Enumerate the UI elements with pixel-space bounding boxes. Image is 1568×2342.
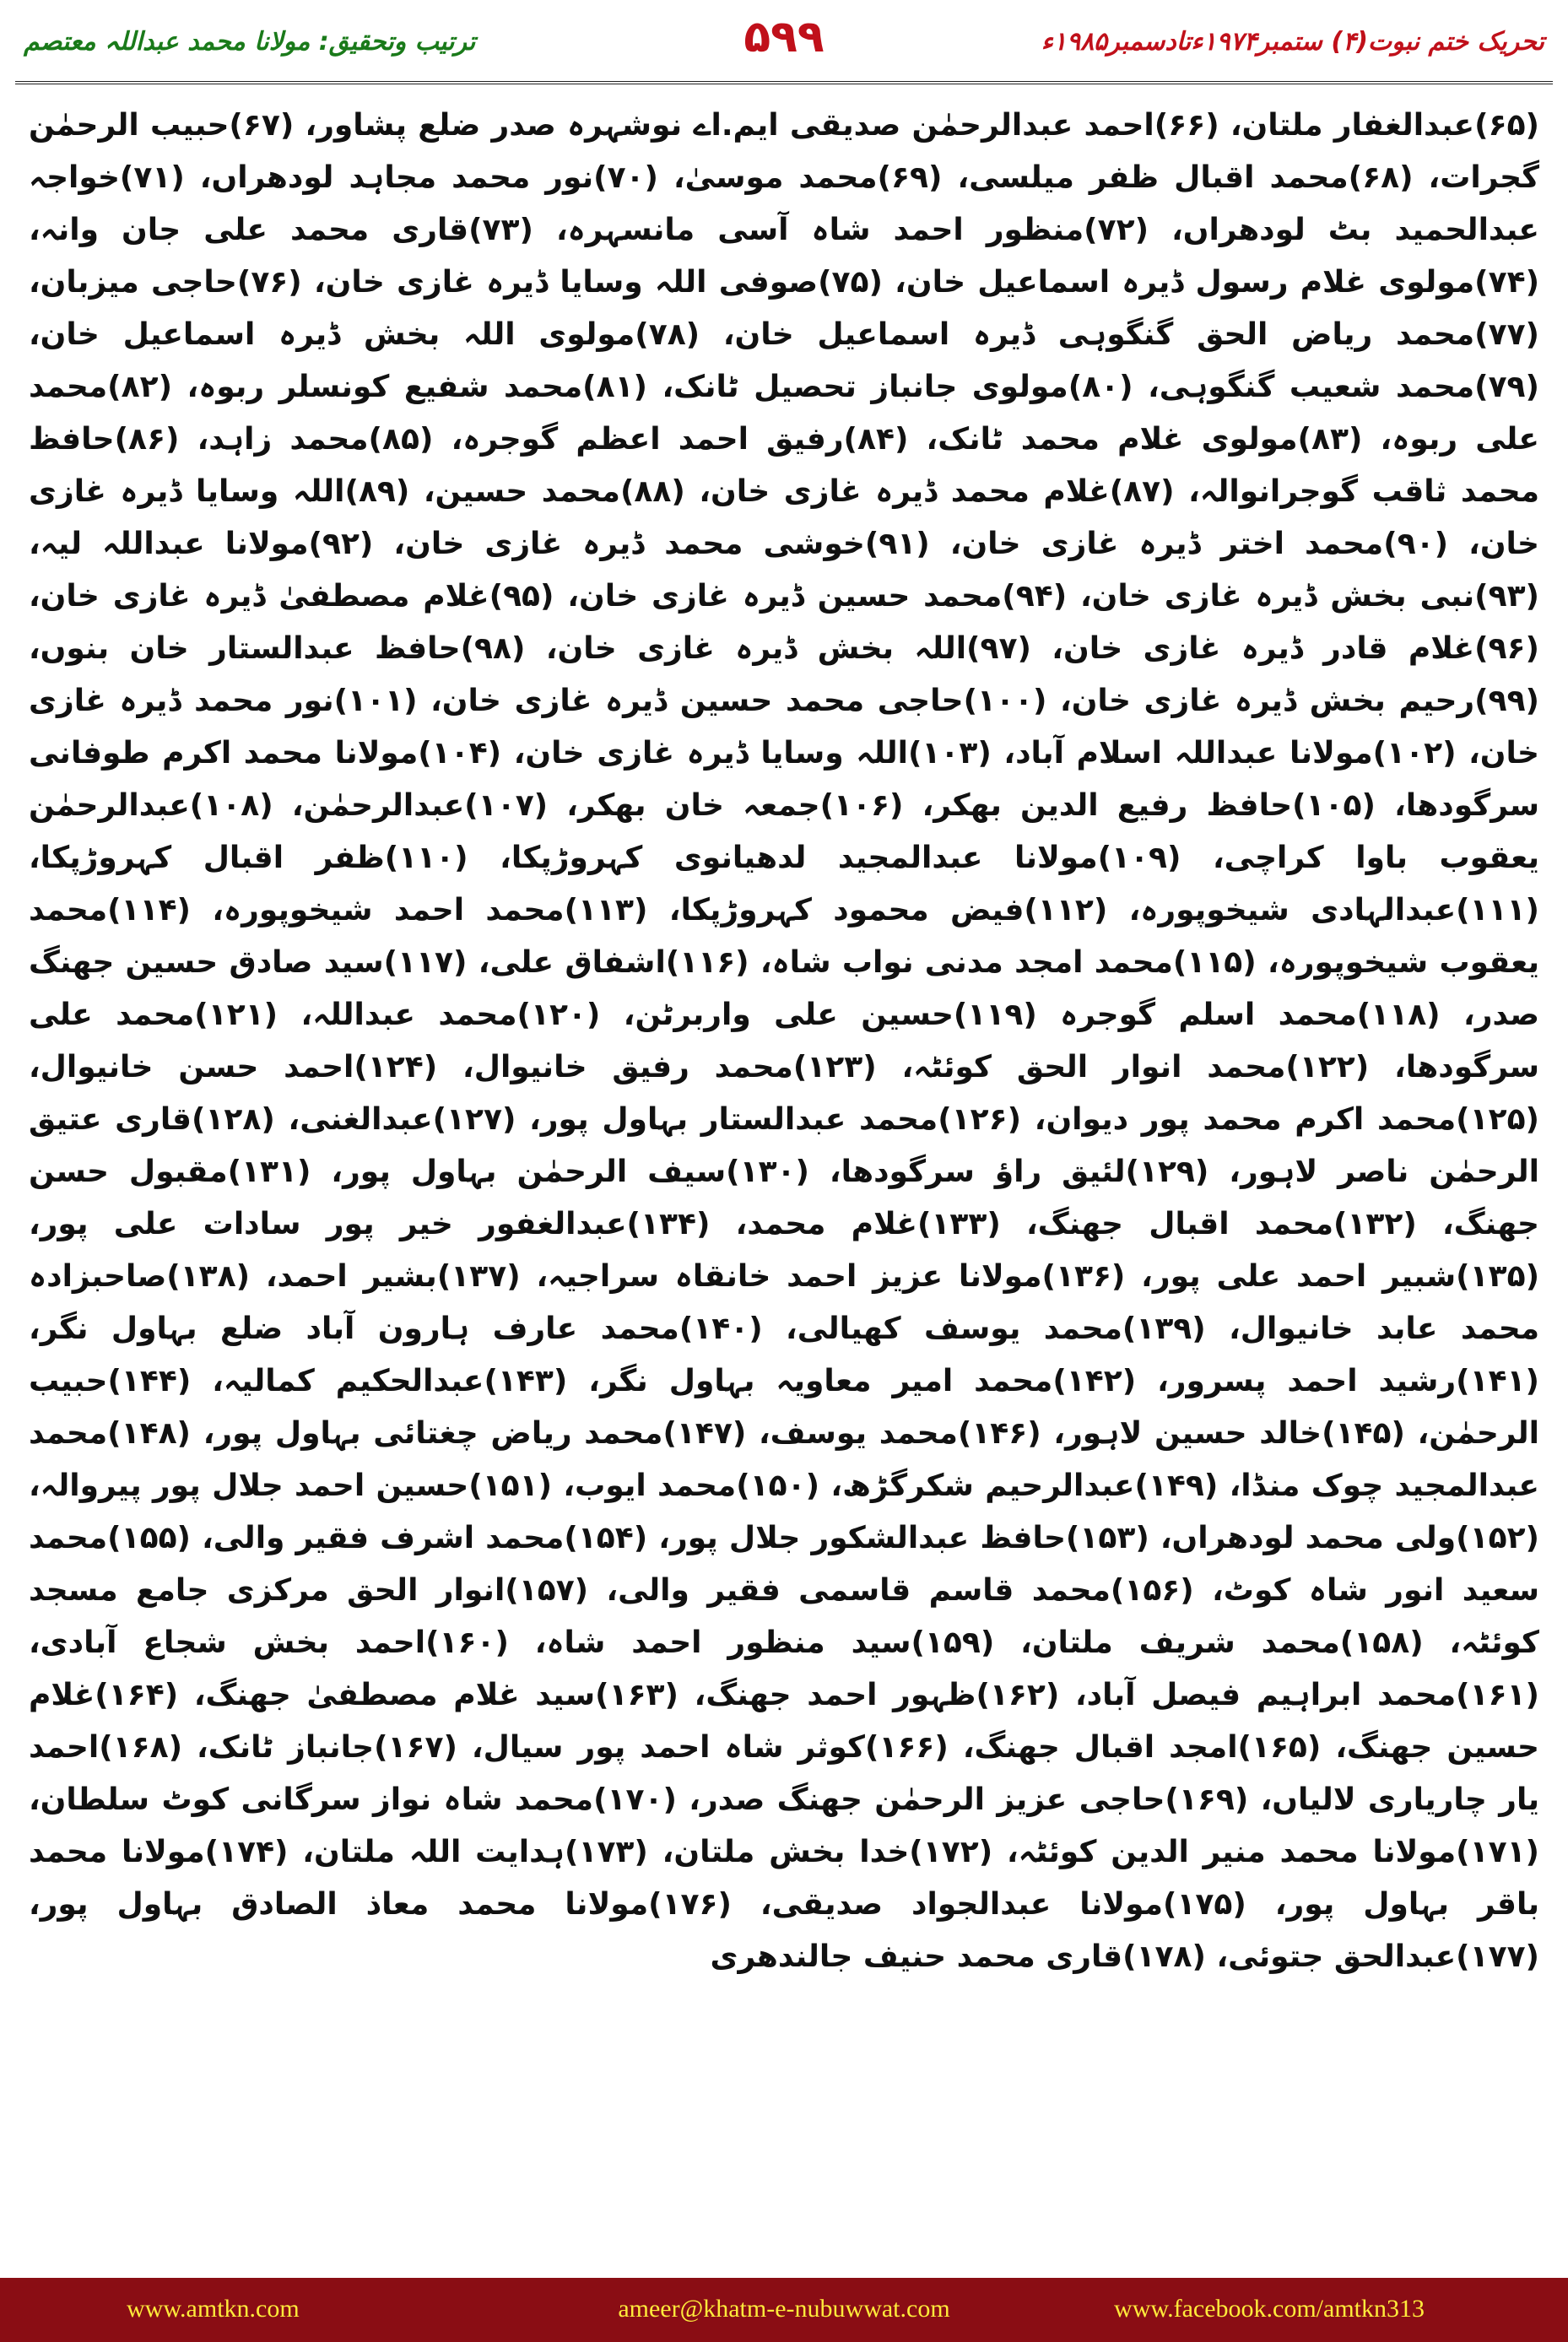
page-number: ۵۹۹	[743, 12, 825, 62]
body-text: (۶۵)عبدالغفار ملتان، (۶۶)احمد عبدالرحمٰن صدیقی ایم.اے نوشہرہ صدر ضلع پشاور، (۶۷)حبیب الرحمٰن گجرات، (۶۸)محمد اقبال ظفر میلسی، (۶۹)محمد موسیٰ، (۷۰)نور محمد مجاہد لودھراں، (۷۱)خواجہ عبدالحمید بٹ لودھراں، (۷۲)منظور احمد شاہ آسی مانسہرہ، (۷۳)قاری محمد علی جان وانہ، (۷۴)مولوی غلام رسول ڈیرہ اسماعیل خان، (۷۵)صوفی اللہ وسایا ڈیرہ غازی خان، (۷۶)حاجی میزبان، (۷۷)محمد ریاض الحق گنگوہی ڈیرہ اسماعیل خان، (۷۸)مولوی اللہ بخش ڈیرہ اسماعیل خان، (۷۹)محمد شعیب گنگوہی، (۸۰)مولوی جانباز تحصیل ٹانک، (۸۱)محمد شفیع کونسلر ربوہ، (۸۲)محمد علی ربوہ، (۸۳)مولوی غلام محمد ٹانک، (۸۴)رفیق احمد اعظم گوجرہ، (۸۵)محمد زاہد، (۸۶)حافظ محمد ثاقب گوجرانوالہ، (۸۷)غلام محمد ڈیرہ غازی خان، (۸۸)محمد حسین، (۸۹)اللہ وسایا ڈیرہ غازی خان، (۹۰)محمد اختر ڈیرہ غازی خان، (۹۱)خوشی محمد ڈیرہ غازی خان، (۹۲)مولانا عبداللہ لیہ، (۹۳)نبی بخش ڈیرہ غازی خان، (۹۴)محمد حسین ڈیرہ غازی خان، (۹۵)غلام مصطفیٰ ڈیرہ غازی خان، (۹۶)غلام قادر ڈیرہ غازی خان، (۹۷)اللہ بخش ڈیرہ غازی خان، (۹۸)حافظ عبدالستار خان بنوں، (۹۹)رحیم بخش ڈیرہ غازی خان، (۱۰۰)حاجی محمد حسین ڈیرہ غازی خان، (۱۰۱)نور محمد ڈیرہ غازی خان، (۱۰۲)مولانا عبداللہ اسلام آباد، (۱۰۳)اللہ وسایا ڈیرہ غازی خان، (۱۰۴)مولانا محمد اکرم طوفانی سرگودھا، (۱۰۵)حافظ رفیع الدین بھکر، (۱۰۶)جمعہ خان بھکر، (۱۰۷)عبدالرحمٰن، (۱۰۸)عبدالرحمٰن یعقوب باوا کراچی، (۱۰۹)مولانا عبدالمجید لدھیانوی کہروڑپکا، (۱۱۰)ظفر اقبال کہروڑپکا، (۱۱۱)عبدالہادی شیخوپورہ، (۱۱۲)فیض محمود کہروڑپکا، (۱۱۳)محمد احمد شیخوپورہ، (۱۱۴)محمد یعقوب شیخوپورہ، (۱۱۵)محمد امجد مدنی نواب شاہ، (۱۱۶)اشفاق علی، (۱۱۷)سید صادق حسین جھنگ صدر، (۱۱۸)محمد اسلم گوجرہ (۱۱۹)حسین علی واربرٹن، (۱۲۰)محمد عبداللہ، (۱۲۱)محمد علی سرگودھا، (۱۲۲)محمد انوار الحق کوئٹہ، (۱۲۳)محمد رفیق خانیوال، (۱۲۴)احمد حسن خانیوال، (۱۲۵)محمد اکرم محمد پور دیوان، (۱۲۶)محمد عبدالستار بہاول پور، (۱۲۷)عبدالغنی، (۱۲۸)قاری عتیق الرحمٰن ناصر لاہور، (۱۲۹)لئیق راؤ سرگودھا، (۱۳۰)سیف الرحمٰن بہاول پور، (۱۳۱)مقبول حسن جھنگ، (۱۳۲)محمد اقبال جھنگ، (۱۳۳)غلام محمد، (۱۳۴)عبدالغفور خیر پور سادات علی پور، (۱۳۵)شبیر احمد علی پور، (۱۳۶)مولانا عزیز احمد خانقاہ سراجیہ، (۱۳۷)بشیر احمد، (۱۳۸)صاحبزادہ محمد عابد خانیوال، (۱۳۹)محمد یوسف کھیالی، (۱۴۰)محمد عارف ہارون آباد ضلع بہاول نگر، (۱۴۱)رشید احمد پسرور، (۱۴۲)محمد امیر معاویہ بہاول نگر، (۱۴۳)عبدالحکیم کمالیہ، (۱۴۴)حبیب الرحمٰن، (۱۴۵)خالد حسین لاہور، (۱۴۶)محمد یوسف، (۱۴۷)محمد ریاض چغتائی بہاول پور، (۱۴۸)محمد عبدالمجید چوک منڈا، (۱۴۹)عبدالرحیم شکرگڑھ، (۱۵۰)محمد ایوب، (۱۵۱)حسین احمد جلال پور پیروالہ، (۱۵۲)ولی محمد لودھراں، (۱۵۳)حافظ عبدالشکور جلال پور، (۱۵۴)محمد اشرف فقیر والی، (۱۵۵)محمد سعید انور شاہ کوٹ، (۱۵۶)محمد قاسم قاسمی فقیر والی، (۱۵۷)انوار الحق مرکزی جامع مسجد کوئٹہ، (۱۵۸)محمد شریف ملتان، (۱۵۹)سید منظور احمد شاہ، (۱۶۰)احمد بخش شجاع آبادی، (۱۶۱)محمد ابراہیم فیصل آباد، (۱۶۲)ظہور احمد جھنگ، (۱۶۳)سید غلام مصطفیٰ جھنگ، (۱۶۴)غلام حسین جھنگ، (۱۶۵)امجد اقبال جھنگ، (۱۶۶)کوثر شاہ احمد پور سیال، (۱۶۷)جانباز ٹانک، (۱۶۸)احمد یار چاریاری لالیاں، (۱۶۹)حاجی عزیز الرحمٰن جھنگ صدر، (۱۷۰)محمد شاہ نواز سرگانی کوٹ سلطان، (۱۷۱)مولانا محمد منیر الدین کوئٹہ، (۱۷۲)خدا بخش ملتان، (۱۷۳)ہدایت اللہ ملتان، (۱۷۴)مولانا محمد باقر بہاول پور، (۱۷۵)مولانا عبدالجواد صدیقی، (۱۷۶)مولانا محمد معاذ الصادق بہاول پور، (۱۷۷)عبدالحق جتوئی، (۱۷۸)قاری محمد حنیف جالندھری	[29, 108, 1539, 1974]
footer-email-link[interactable]: ameer@khatm-e-nubuwwat.com	[618, 2295, 950, 2323]
footer-website-link[interactable]: www.amtkn.com	[127, 2295, 300, 2323]
page-footer	[0, 2278, 1568, 2342]
header-book-title: تحریک ختم نبوت(۴) ستمبر۱۹۷۴ءتادسمبر۱۹۸۵ء	[1041, 27, 1544, 57]
header-divider	[15, 81, 1553, 84]
footer-facebook-link[interactable]: www.facebook.com/amtkn313	[1114, 2295, 1425, 2323]
page-header	[24, 12, 1544, 78]
header-compiler-credit: ترتیب وتحقیق: مولانا محمد عبداللہ معتصم	[24, 27, 476, 57]
